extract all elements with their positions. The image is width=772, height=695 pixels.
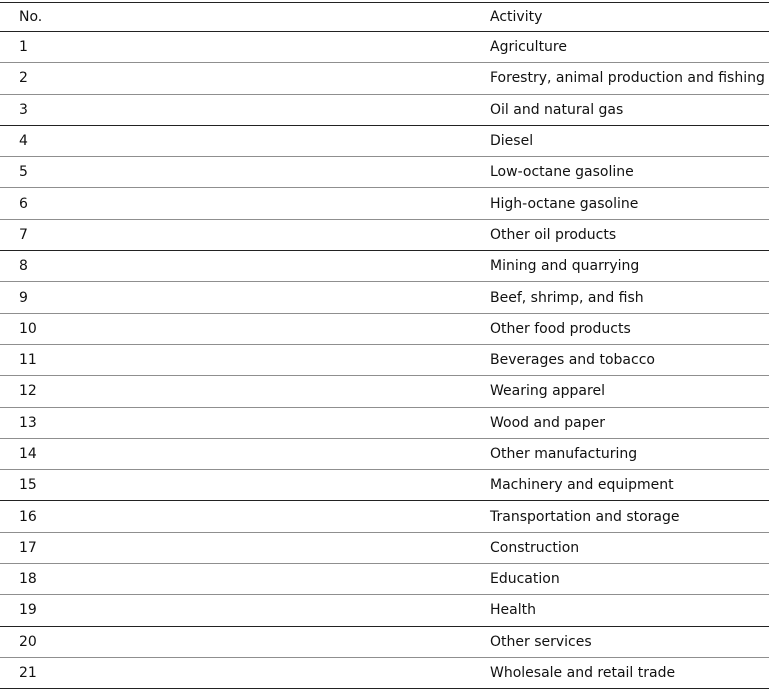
row-activity: Wearing apparel <box>490 383 605 400</box>
row-no: 16 <box>19 508 37 525</box>
row-activity: Mining and quarrying <box>490 258 640 275</box>
table-row <box>0 94 769 125</box>
header-activity: Activity <box>490 3 769 32</box>
row-no: 5 <box>19 164 28 181</box>
row-activity: Beef, shrimp, and fish <box>490 289 644 306</box>
row-activity: Agriculture <box>490 39 567 56</box>
row-no: 13 <box>19 414 37 431</box>
row-no: 14 <box>19 446 37 462</box>
table-row <box>0 282 769 313</box>
row-activity: High-octane gasoline <box>490 195 639 212</box>
row-activity: Forestry, animal production and fishing <box>490 70 765 87</box>
header-row <box>0 3 769 32</box>
table-row <box>0 157 769 188</box>
activity-table <box>0 2 769 689</box>
table-row <box>0 470 769 501</box>
table-row <box>0 376 769 407</box>
row-no: 6 <box>19 195 28 212</box>
table-row <box>0 313 769 344</box>
table-body <box>0 32 769 689</box>
row-no: 8 <box>19 258 28 275</box>
table-row <box>0 438 769 469</box>
table-row <box>0 501 769 532</box>
table-row <box>0 626 769 657</box>
table-row <box>0 407 769 438</box>
row-no: 17 <box>19 539 37 556</box>
row-no: 18 <box>19 571 37 588</box>
table-header <box>0 3 769 32</box>
row-no: 20 <box>19 633 37 650</box>
table-row <box>0 125 769 156</box>
row-no: 7 <box>19 226 28 243</box>
table-row <box>0 32 769 63</box>
table-row <box>0 564 769 595</box>
row-activity: Wood and paper <box>490 414 606 431</box>
row-no: 21 <box>19 665 37 682</box>
row-no: 3 <box>19 101 28 118</box>
row-no: 2 <box>19 70 28 87</box>
table-row <box>0 63 769 94</box>
row-activity: Other manufacturing <box>490 446 638 462</box>
row-activity: Construction <box>490 539 580 556</box>
row-activity: Diesel <box>490 133 534 150</box>
row-activity: Wholesale and retail trade <box>490 665 676 682</box>
row-activity: Beverages and tobacco <box>490 352 655 369</box>
row-no: 19 <box>19 602 37 619</box>
table-row <box>0 251 769 282</box>
table-row <box>0 188 769 219</box>
row-activity: Oil and natural gas <box>490 101 624 118</box>
table-row <box>0 344 769 375</box>
row-activity: Machinery and equipment <box>490 477 674 494</box>
table-row <box>0 219 769 250</box>
row-activity: Health <box>490 602 536 619</box>
row-no: 15 <box>19 477 37 494</box>
table-row <box>0 595 769 626</box>
row-activity: Other oil products <box>490 226 617 243</box>
table-row <box>0 532 769 563</box>
row-no: 11 <box>19 352 37 369</box>
row-activity: Education <box>490 571 560 588</box>
row-no: 9 <box>19 289 28 306</box>
row-activity: Other services <box>490 633 592 650</box>
table-row <box>0 657 769 688</box>
row-no: 12 <box>19 383 37 400</box>
row-no: 1 <box>19 39 28 56</box>
row-activity: Transportation and storage <box>490 508 680 525</box>
row-no: 4 <box>19 133 28 150</box>
row-activity: Low-octane gasoline <box>490 164 634 181</box>
row-activity: Other food products <box>490 320 631 337</box>
header-no: No. <box>0 3 490 32</box>
row-no: 10 <box>19 320 37 337</box>
